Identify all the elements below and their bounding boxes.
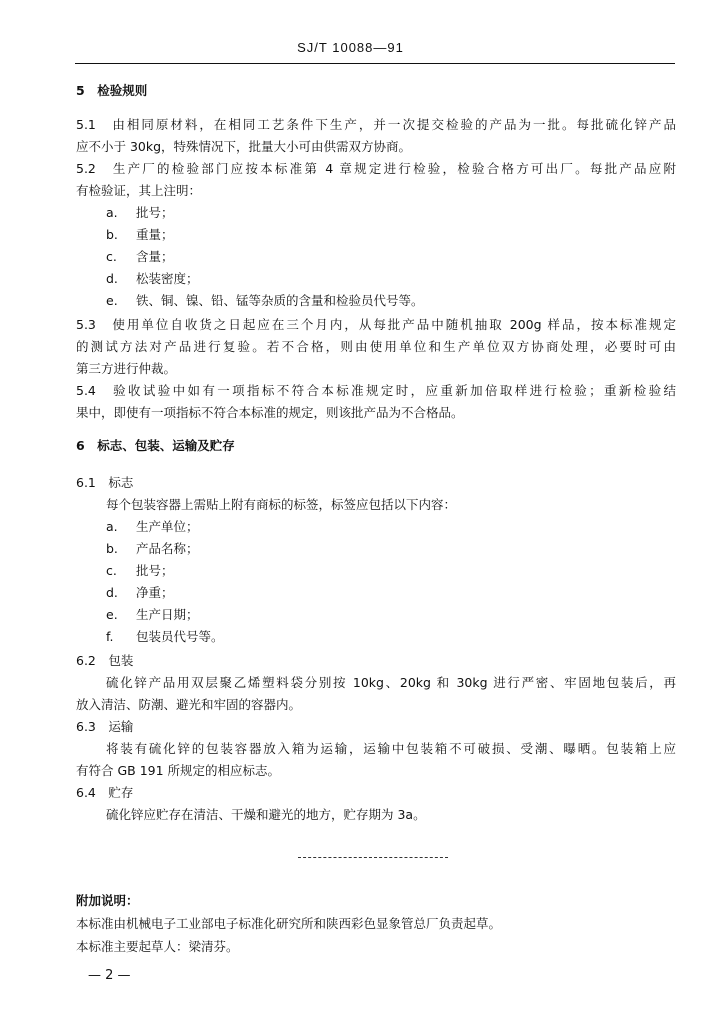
notes-title: 附加说明： [76,893,139,908]
list-mark: a. [106,519,118,534]
list-item [106,607,199,623]
clause-6-3-heading: 6.3 运输 [76,719,134,734]
clause-5-2-line-2: 有检验证，其上注明： [76,183,202,198]
clause-6-4-text: 硫化锌应贮存在清洁、干燥和避光的地方，贮存期为 3a。 [106,807,426,822]
clause-5-1-line-2: 应不小于 30kg，特殊情况下，批量大小可由供需双方协商。 [76,139,412,154]
clause-6-2-line-1: 硫化锌产品用双层聚乙烯塑料袋分别按 10kg、20kg 和 30kg 进行严密、牢固地包装后，再 [106,675,676,690]
list-text: 包装员代号等。 [136,629,224,644]
list-item [106,519,199,535]
clause-6-4-heading: 6.4 贮存 [76,785,134,800]
end-of-text-rule [298,857,448,858]
clause-6-3-line-1: 将装有硫化锌的包装容器放入箱为运输，运输中包装箱不可破损、受潮、曝晒。包装箱上应 [106,741,676,756]
list-mark: b. [106,541,118,556]
list-text: 批号； [136,205,174,220]
list-item [106,541,199,557]
list-text: 铁、铜、镍、铅、锰等杂质的含量和检验员代号等。 [136,293,424,308]
clause-6-2-heading: 6.2 包装 [76,653,134,668]
list-text: 批号； [136,563,174,578]
clause-6-3-line-2: 有符合 GB 191 所规定的相应标志。 [76,763,281,778]
notes-line-1: 本标准由机械电子工业部电子标准化研究所和陕西彩色显象管总厂负责起草。 [76,916,502,931]
list-item [106,585,174,601]
section-6-title: 6 标志、包装、运输及贮存 [76,438,235,453]
list-text: 产品名称； [136,541,199,556]
list-text: 生产日期； [136,607,199,622]
clause-5-3-line-2: 的测试方法对产品进行复验。若不合格，则由使用单位和生产单位双方协商处理，必要时可由 [76,339,676,354]
page-number: — 2 — [88,968,131,983]
header-rule [75,63,675,64]
list-text: 生产单位； [136,519,199,534]
list-mark: e. [106,293,118,308]
list-text: 松装密度； [136,271,199,286]
list-item [106,293,424,309]
list-text: 重量； [136,227,174,242]
list-mark: f. [106,629,114,644]
list-item [106,205,174,221]
list-item [106,227,174,243]
list-mark: d. [106,271,118,286]
clause-5-2-line-1: 5.2 生产厂的检验部门应按本标准第 4 章规定进行检验，检验合格方可出厂。每批产品应附 [76,161,676,176]
list-mark: c. [106,249,117,264]
list-text: 净重； [136,585,174,600]
clause-6-2-line-2: 放入清洁、防潮、避光和牢固的容器内。 [76,697,302,712]
list-item [106,249,174,265]
list-mark: b. [106,227,118,242]
section-5-title: 5 检验规则 [76,83,148,98]
clause-5-3-line-1: 5.3 使用单位自收货之日起应在三个月内，从每批产品中随机抽取 200g 样品，按本标准规定 [76,317,676,332]
clause-5-4-line-2: 果中，即使有一项指标不符合本标准的规定，则该批产品为不合格品。 [76,405,464,420]
list-mark: d. [106,585,118,600]
list-item [106,563,174,579]
list-mark: e. [106,607,118,622]
list-mark: a. [106,205,118,220]
list-item [106,629,224,645]
clause-6-1-text: 每个包装容器上需贴上附有商标的标签，标签应包括以下内容： [106,497,457,512]
clause-5-4-line-1: 5.4 验收试验中如有一项指标不符合本标准规定时，应重新加倍取样进行检验；重新检验结 [76,383,676,398]
standard-code-header: SJ/T 10088—91 [297,40,404,55]
clause-5-3-line-3: 第三方进行仲裁。 [76,361,177,376]
list-mark: c. [106,563,117,578]
notes-line-2: 本标准主要起草人：梁清芬。 [76,939,239,954]
list-text: 含量； [136,249,174,264]
clause-5-1-line-1: 5.1 由相同原材料，在相同工艺条件下生产，并一次提交检验的产品为一批。每批硫化锌产品 [76,117,676,132]
clause-6-1-heading: 6.1 标志 [76,475,134,490]
list-item [106,271,199,287]
